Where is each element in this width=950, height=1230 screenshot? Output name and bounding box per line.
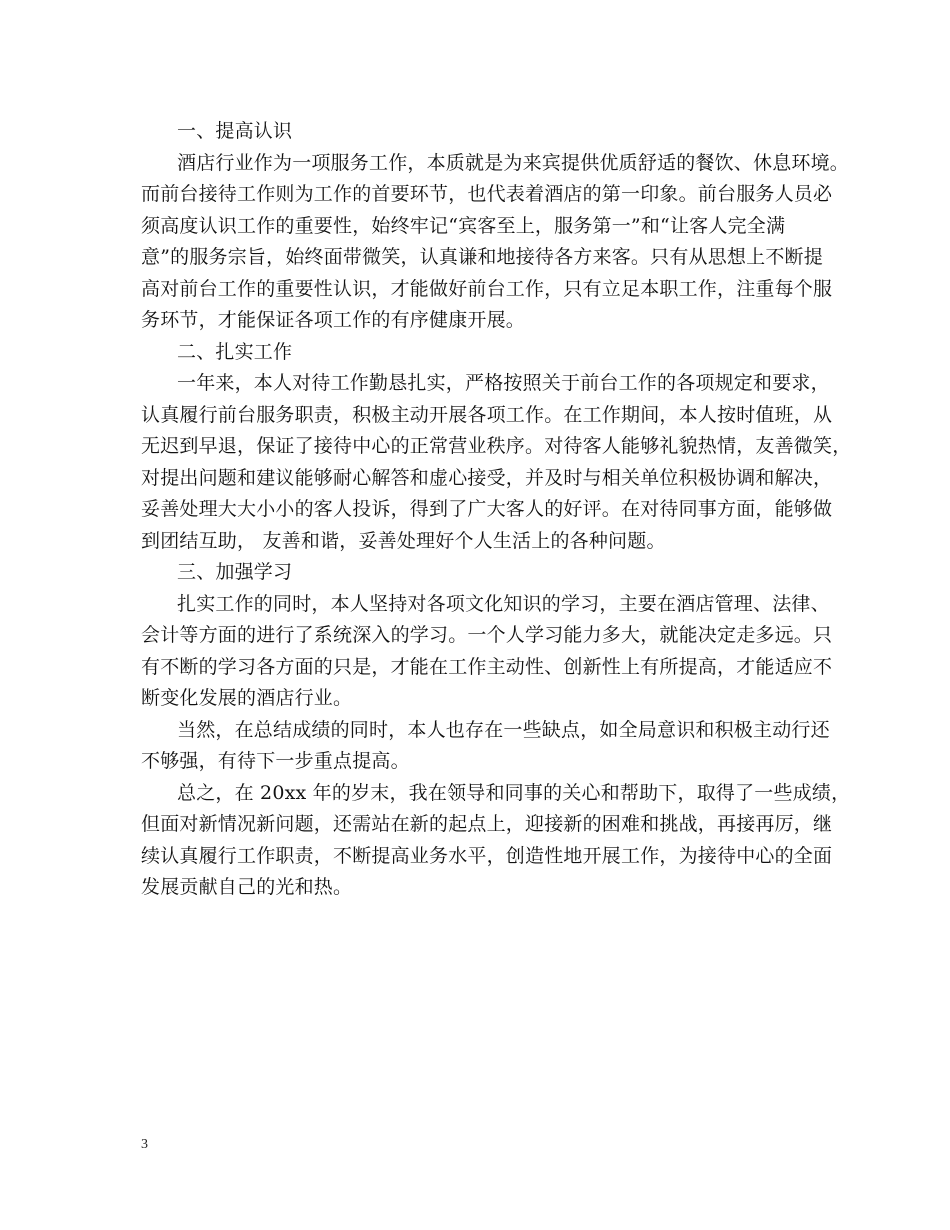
section-heading-2: 二、扎实工作: [177, 340, 293, 363]
text-line: 续认真履行工作职责，不断提高业务水平，创造性地开展工作，为接待中心的全面: [141, 844, 833, 867]
text-line: 认真履行前台服务职责，积极主动开展各项工作。在工作期间，本人按时值班，从: [141, 403, 833, 426]
text-line: 发展贡献自己的光和热。: [141, 876, 353, 898]
text-line: 当然，在总结成绩的同时，本人也存在一些缺点，如全局意识和积极主动行还: [177, 718, 830, 741]
text-line: 扎实工作的同时，本人坚持对各项文化知识的学习，主要在酒店管理、法律、: [177, 592, 830, 615]
text-line: 会计等方面的进行了系统深入的学习。一个人学习能力多大，就能决定走多远。只: [141, 624, 833, 646]
text-line: 对提出问题和建议能够耐心解答和虚心接受，并及时与相关单位积极协调和解决，: [141, 466, 833, 489]
text-line: 高对前台工作的重要性认识，才能做好前台工作，只有立足本职工作，注重每个服: [141, 277, 833, 300]
text-line: 总之，在 20xx 年的岁末，我在领导和同事的关心和帮助下，取得了一些成绩，: [177, 781, 851, 804]
section-heading-3: 三、加强学习: [177, 561, 293, 583]
text-line: 有不断的学习各方面的只是，才能在工作主动性、创新性上有所提高，才能适应不: [141, 655, 833, 678]
text-line: 一年来，本人对待工作勤恳扎实，严格按照关于前台工作的各项规定和要求，: [177, 372, 830, 394]
text-line: 无迟到早退，保证了接待中心的正常营业秩序。对待客人能够礼貌热情，友善微笑，: [141, 435, 852, 457]
text-line: 断变化发展的酒店行业。: [141, 687, 353, 709]
text-line: 须高度认识工作的重要性，始终牢记“宾客至上，服务第一”和“让客人完全满: [141, 214, 786, 237]
text-line: 但面对新情况新问题，还需站在新的起点上，迎接新的困难和挑战，再接再厉，继: [141, 813, 833, 835]
text-line: 酒店行业作为一项服务工作，本质就是为来宾提供优质舒适的餐饮、休息环境。: [177, 151, 850, 174]
text-line: 而前台接待工作则为工作的首要环节，也代表着酒店的第一印象。前台服务人员必: [141, 183, 833, 205]
text-line: 到团结互助， 友善和谐，妥善处理好个人生活上的各种问题。: [141, 529, 666, 552]
document-body: [141, 116, 852, 904]
page-number: 3: [141, 1137, 148, 1152]
text-line: 妥善处理大大小小的客人投诉，得到了广大客人的好评。在对待同事方面，能够做: [141, 498, 833, 520]
text-line: 不够强，有待下一步重点提高。: [141, 750, 410, 772]
text-line: 务环节，才能保证各项工作的有序健康开展。: [141, 309, 526, 331]
section-heading-1: 一、提高认识: [177, 120, 293, 142]
text-line: 意”的服务宗旨，始终面带微笑，认真谦和地接待各方来客。只有从思想上不断提: [141, 246, 823, 268]
